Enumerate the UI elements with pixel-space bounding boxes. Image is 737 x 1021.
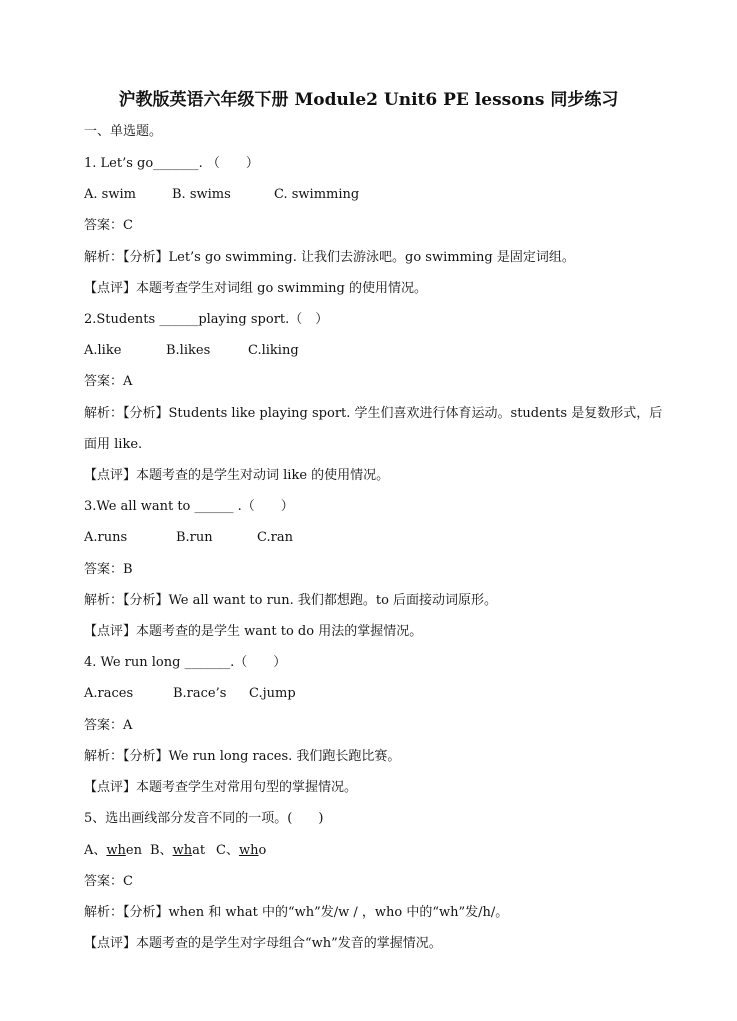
- q4-stem: 4. We run long _______.（ ）: [84, 655, 287, 670]
- q5-analysis: 解析：【分析】when 和 what 中的“wh”发/w / ，who 中的“wh”发/h/。: [84, 905, 509, 920]
- q1-option-a: A. swim: [84, 187, 136, 202]
- q1-answer: 答案：C: [84, 218, 133, 233]
- q2-comment: 【点评】本题考查的是学生对动词 like 的使用情况。: [84, 468, 390, 483]
- q3-option-c: C.ran: [257, 530, 293, 545]
- q3-answer: 答案：B: [84, 562, 133, 577]
- q1-option-b: B. swims: [172, 187, 231, 202]
- q4-analysis: 解析：【分析】We run long races. 我们跑长跑比赛。: [84, 749, 401, 764]
- q2-stem: 2.Students ______playing sport.（ ）: [84, 312, 329, 327]
- section-heading: 一、单选题。: [84, 124, 163, 139]
- q2-option-c: C.liking: [248, 343, 299, 358]
- q5-stem: 5、选出画线部分发音不同的一项。( ): [84, 811, 324, 826]
- q4-option-c: C.jump: [249, 686, 296, 701]
- q4-option-b: B.race’s: [173, 686, 227, 701]
- q5-answer: 答案：C: [84, 874, 133, 889]
- q1-analysis: 解析：【分析】Let’s go swimming. 让我们去游泳吧。go swimming 是固定词组。: [84, 250, 575, 265]
- q5-comment: 【点评】本题考查的是学生对字母组合“wh”发音的掌握情况。: [84, 936, 442, 951]
- q3-analysis: 解析：【分析】We all want to run. 我们都想跑。to 后面接动词原形。: [84, 593, 498, 608]
- q1-option-c: C. swimming: [274, 187, 360, 202]
- q4-comment: 【点评】本题考查学生对常用句型的掌握情况。: [84, 780, 358, 795]
- q1-stem: 1. Let’s go_______. （ ）: [84, 156, 259, 171]
- q3-comment: 【点评】本题考查的是学生 want to do 用法的掌握情况。: [84, 624, 423, 639]
- q5-option-a: A、when: [84, 843, 142, 858]
- q2-option-b: B.likes: [166, 343, 211, 358]
- q5-option-b: B、what: [150, 843, 206, 858]
- q2-analysis-line1: 解析：【分析】Students like playing sport. 学生们喜欢进行体育运动。students 是复数形式，后: [84, 406, 663, 421]
- q4-option-a: A.races: [84, 686, 134, 701]
- q4-answer: 答案：A: [84, 718, 133, 733]
- q2-analysis-line2: 面用 like.: [84, 437, 143, 452]
- q2-option-a: A.like: [84, 343, 122, 358]
- q1-comment: 【点评】本题考查学生对词组 go swimming 的使用情况。: [84, 281, 428, 296]
- q2-answer: 答案：A: [84, 374, 133, 389]
- q3-option-b: B.run: [176, 530, 213, 545]
- q3-stem: 3.We all want to ______ .（ ）: [84, 499, 294, 514]
- q3-option-a: A.runs: [84, 530, 128, 545]
- document-title: 沪教版英语六年级下册 Module2 Unit6 PE lessons 同步练习: [118, 90, 619, 110]
- q5-option-c: C、who: [216, 843, 267, 858]
